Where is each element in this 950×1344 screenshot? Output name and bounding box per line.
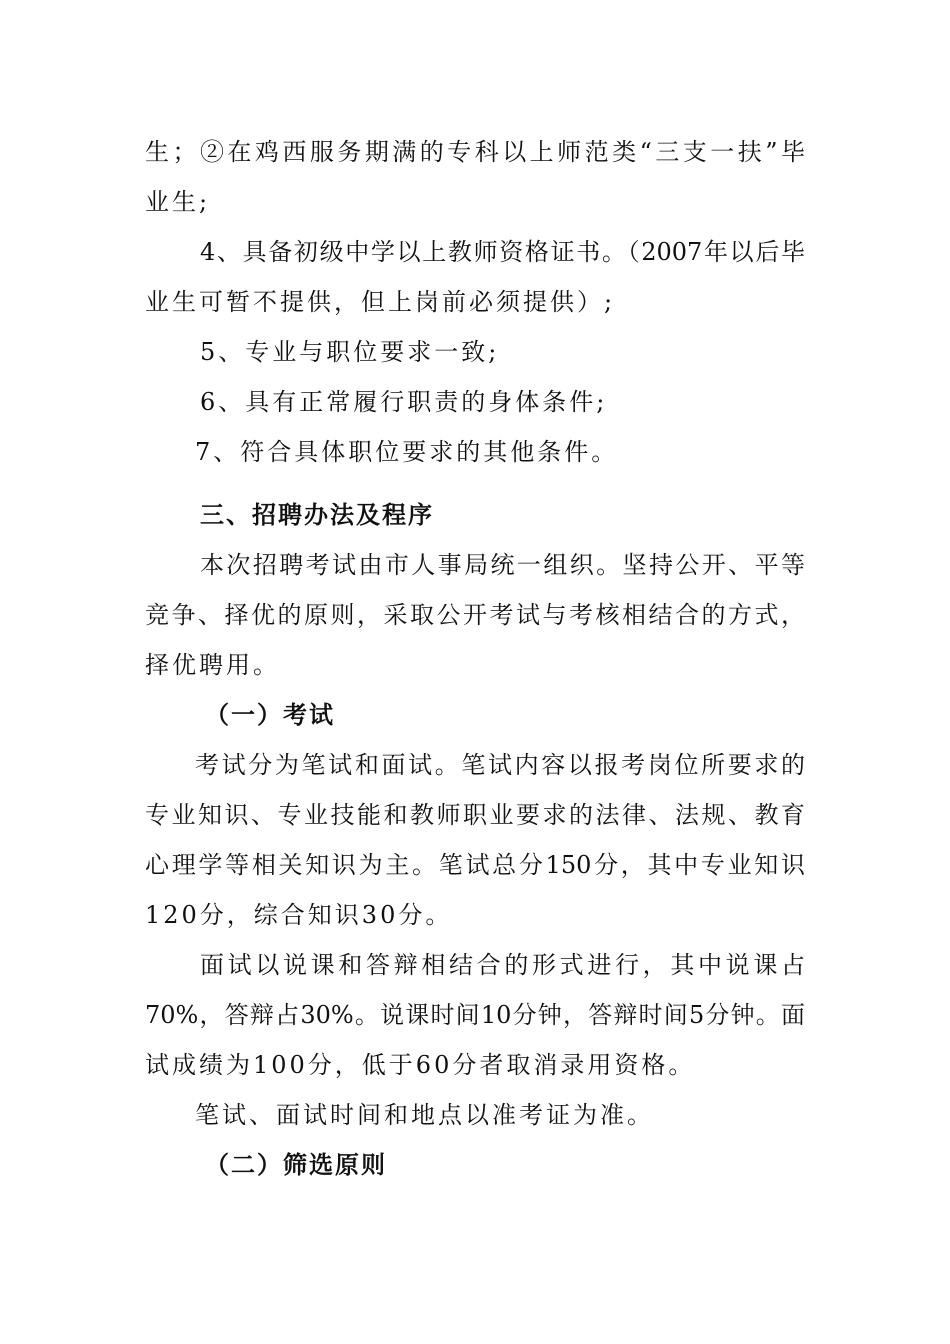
subsection-heading-screening: （二）筛选原则 [205,1151,387,1179]
text-line-3: 4、具备初级中学以上教师资格证书。（2007年以后毕 [200,238,805,266]
text-line-18: 70%，答辩占30%。说课时间10分钟，答辩时间5分钟。面 [145,1001,805,1029]
text-line-15: 心理学等相关知识为主。笔试总分150分，其中专业知识 [145,851,805,879]
text-line-6: 6、具有正常履行职责的身体条件; [200,388,608,416]
text-line-17: 面试以说课和答辩相结合的形式进行，其中说课占 [200,951,805,979]
text-line-16: 120分，综合知识30分。 [145,901,453,929]
text-line-7: 7、符合具体职位要求的其他条件。 [195,438,619,466]
text-line-19: 试成绩为100分，低于60分者取消录用资格。 [145,1051,696,1079]
section-heading-3: 三、招聘办法及程序 [200,501,434,529]
text-line-2: 业生; [145,188,211,216]
text-line-4: 业生可暂不提供，但上岗前必须提供）; [145,288,616,316]
text-line-1: 生；②在鸡西服务期满的专科以上师范类“三支一扶”毕 [145,138,805,166]
text-line-20: 笔试、面试时间和地点以准考证为准。 [195,1101,654,1129]
text-line-13: 考试分为笔试和面试。笔试内容以报考岗位所要求的 [195,751,805,779]
text-line-9: 本次招聘考试由市人事局统一组织。坚持公开、平等 [200,551,805,579]
text-line-11: 择优聘用。 [145,651,280,679]
text-line-5: 5、专业与职位要求一致; [200,338,500,366]
text-line-10: 竞争、择优的原则，采取公开考试与考核相结合的方式， [145,601,805,629]
subsection-heading-exam: （一）考试 [205,701,335,729]
text-line-14: 专业知识、专业技能和教师职业要求的法律、法规、教育 [145,801,805,829]
